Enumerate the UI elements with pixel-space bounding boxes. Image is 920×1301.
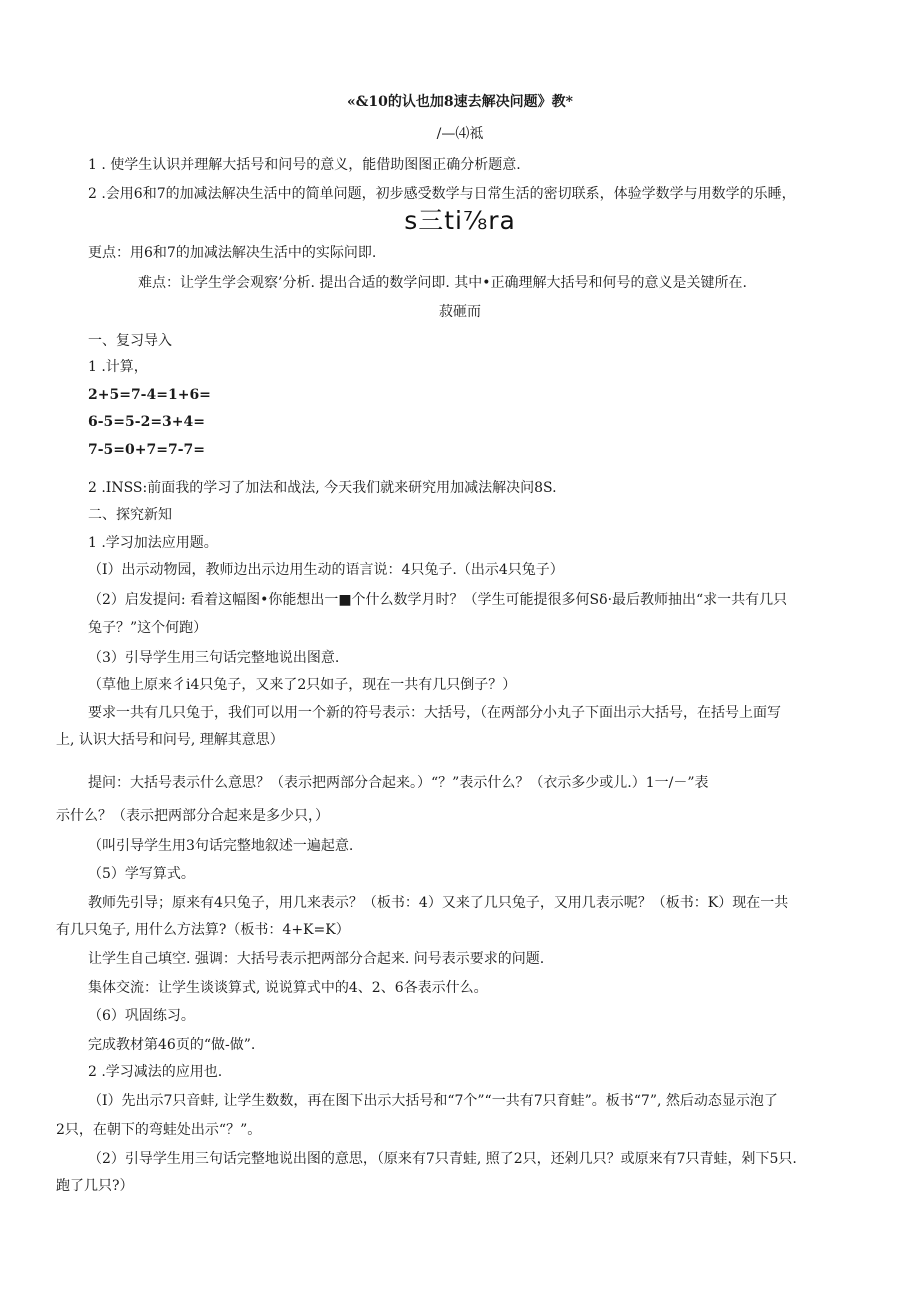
- para-8a: 教师先引导；原来有4只兔子，用几来表示？（板书：4）又来了几只兔子，又用几表示呢？（板书：K）现在一共: [88, 895, 789, 911]
- difficulty: 难点：让学生学会观察’分析. 提出合适的数学问即. 其中•正确理解大括号和何号的意义是关键所在.: [138, 275, 747, 291]
- calc-line-1: 2+5=7-4=1+6=: [88, 387, 211, 403]
- calc-line-3: 7-5=0+7=7-7=: [88, 442, 205, 458]
- subtraction-2b: 跑了几只?）: [56, 1178, 134, 1194]
- calc-label: 1 .计算，: [88, 359, 148, 375]
- para-3b: （草他上原来彳i4只兔子，又来了2只如子，现在一共有几只倒子？）: [88, 677, 517, 693]
- doc-subtitle: /—⑷祗: [436, 126, 484, 142]
- para-8b: 有几只兔子, 用什么方法算?（板书：4+K=K）: [56, 922, 350, 938]
- para-12: 完成教材第46页的“做-做”.: [88, 1037, 256, 1053]
- calc-line-2: 6-5=5-2=3+4=: [88, 414, 205, 430]
- para-7: （5）学写算式。: [88, 866, 195, 882]
- para-2a: （2）启发提问: 看着这幅图•你能想出一■个什么数学月时？（学生可能提很多何Sδ·最后教师抽出“求一共有几只: [88, 592, 788, 608]
- para-4a: 要求一共有几只兔于，我们可以用一个新的符号表示：大括号，（在两部分小丸子下面出示大括号，在括号上面写: [88, 705, 781, 721]
- para-9: 让学生自己填空. 强调：大括号表示把两部分合起来. 问号表示要求的问题.: [88, 951, 545, 967]
- para-1: （I）出示动物园，教师边出示边用生动的语言说：4只兔子.（出示4只兔子）: [88, 562, 564, 578]
- step-2: 2 .学习减法的应用也.: [88, 1064, 223, 1080]
- para-6: （叫引导学生用3句话完整地叙述一遍起意.: [88, 838, 354, 854]
- intro-2: 2 .INSS:前面我的学习了加法和战法, 今天我们就来研究用加减法解决问8S.: [88, 480, 557, 496]
- watermark-text: s三ti⅞ra: [404, 206, 516, 235]
- step-1: 1 .学习加法应用题。: [88, 535, 218, 551]
- para-11: （6）巩固练习。: [88, 1008, 195, 1024]
- goal-1: 1 . 使学生认识并理解大括号和问号的意义，能借助图图正确分析题意.: [88, 157, 521, 173]
- subtraction-1b: 2只，在朝下的弯蛙处出示“？”。: [56, 1122, 262, 1138]
- para-3: （3）引导学生用三句话完整地说出图意.: [88, 650, 340, 666]
- section-heading: 菽砸而: [439, 304, 481, 320]
- section-explore: 二、探究新知: [88, 507, 172, 523]
- para-2b: 兔子？”这个何跑）: [88, 620, 208, 636]
- goal-2: 2 .会用6和7的加减法解决生活中的简单问题，初步感受数学与日常生活的密切联系，体验学数学与用数学的乐睡，: [88, 186, 796, 202]
- section-review: 一、复习导入: [88, 333, 172, 349]
- doc-title: «&10的认也加8速去解决问题》教*: [347, 94, 573, 110]
- para-4b: 上, 认识大括号和问号, 理解其意思）: [56, 732, 284, 748]
- key-point: 更点：用6和7的加减法解决生活中的实际问即.: [88, 245, 377, 261]
- subtraction-1a: （I）先出示7只音蚌, 让学生数数，再在图下出示大括号和“7个”“一共有7只育蛙”。板书“7”, 然后动态显示泡了: [88, 1093, 778, 1109]
- para-5b: 示什么？（表示把两部分合起来是多少只，）: [56, 808, 329, 824]
- para-10: 集体交流：让学生谈谈算式, 说说算式中的4、2、6各表示什么。: [88, 980, 488, 996]
- para-5a: 提问：大括号表示什么意思？（表示把两部分合起来。）“？”表示什么？（衣示多少或儿.）1一/－”表: [88, 775, 709, 791]
- subtraction-2a: （2）引导学生用三句话完整地说出图的意思，（原来有7只青蛙, 照了2只，还剁几只？或原来有7只青蛙，剁下5只.: [88, 1151, 797, 1167]
